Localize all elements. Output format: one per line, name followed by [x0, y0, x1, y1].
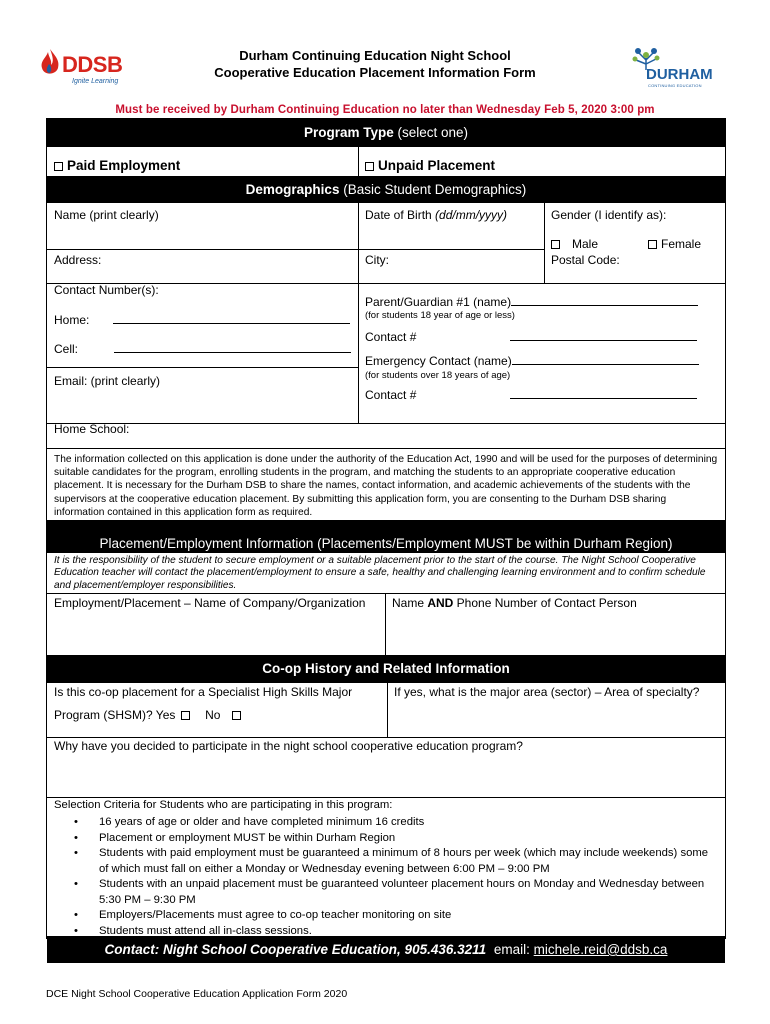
application-form: [46, 118, 726, 957]
emergency-contact-note: (for students over 18 years of age): [365, 370, 511, 381]
home-school-label: Home School:: [54, 422, 130, 436]
placement-heading: Placement/Employment Information (Placements/Employment MUST be within Durham Region): [99, 536, 673, 551]
shsm-question-line1: Is this co-op placement for a Specialist High Skills Major: [54, 685, 353, 699]
home-phone-field[interactable]: [54, 313, 350, 327]
shsm-yes-checkbox[interactable]: [181, 711, 190, 720]
placement-note: It is the responsibility of the student to secure employment or a suitable placement prior to the start of the course. The Night School Cooperative Education teacher will contact the placement/employment to ensure a safe, healthy and challenging learning environment and to confirm schedule and placement/employer responsibilities.: [54, 555, 706, 591]
gender-label: Gender (I identify as):: [551, 208, 667, 222]
male-checkbox[interactable]: [551, 240, 560, 249]
paid-employment-label: Paid Employment: [67, 158, 181, 173]
unpaid-placement-option[interactable]: [365, 158, 495, 173]
cell-phone-line[interactable]: [114, 342, 351, 353]
parent-guardian-note: (for students 18 year of age or less): [365, 310, 515, 321]
parent-contact-line[interactable]: [510, 330, 697, 341]
criteria-item: • Employers/Placements must agree to co-op teacher monitoring on site: [54, 908, 714, 924]
durham-logo-text: DURHAM: [646, 66, 713, 83]
emergency-contact-field[interactable]: [365, 354, 699, 368]
parent-guardian-label: Parent/Guardian #1 (name): [365, 295, 512, 309]
shsm-no-label: No: [205, 708, 221, 722]
contact-email-label: email:: [493, 942, 534, 957]
coop-history-header: [47, 655, 725, 683]
unpaid-placement-label: Unpaid Placement: [378, 158, 496, 173]
contact-bar: [47, 936, 725, 963]
dob-format: (dd/mm/yyyy): [435, 208, 508, 222]
ddsb-tagline: Ignite Learning: [72, 78, 119, 85]
coop-history-heading: Co-op History and Related Information: [262, 661, 510, 676]
demographics-note: (Basic Student Demographics): [343, 182, 527, 197]
shsm-question-line2: [54, 708, 245, 722]
flame-icon: [38, 48, 62, 78]
postal-code-label: Postal Code:: [551, 253, 620, 267]
criteria-heading: Selection Criteria for Students who are participating in this program:: [54, 799, 393, 811]
address-label: Address:: [54, 253, 102, 267]
shsm-no-checkbox[interactable]: [232, 711, 241, 720]
female-checkbox[interactable]: [648, 240, 657, 249]
page-title: [160, 47, 590, 81]
contact-email-link[interactable]: michele.reid@ddsb.ca: [533, 942, 668, 957]
contact-person-label: [392, 596, 637, 610]
program-type-header: [47, 118, 725, 147]
home-phone-line[interactable]: [113, 313, 350, 324]
cell-phone-field[interactable]: [54, 342, 351, 356]
contact-bar-text: Contact: Night School Cooperative Education, 905.436.3211: [104, 942, 487, 957]
shsm-question-text: Program (SHSM)? Yes: [54, 708, 176, 722]
female-label: Female: [661, 237, 702, 251]
parent-guardian-field[interactable]: [365, 295, 698, 309]
home-phone-label: Home:: [54, 313, 90, 327]
demographics-heading: Demographics: [245, 182, 340, 197]
durham-logo: [626, 46, 721, 90]
footer-text: DCE Night School Cooperative Education Application Form 2020: [46, 988, 348, 1000]
criteria-item: • Students with an unpaid placement must be guaranteed volunteer placement hours on Monday and Wednesday between 5:30 PM – 9:30 PM: [54, 877, 714, 908]
program-type-note: (select one): [397, 125, 469, 140]
criteria-item: • 16 years of age or older and have completed minimum 16 credits: [54, 815, 714, 831]
program-type-heading: Program Type: [303, 125, 394, 140]
dob-label: [365, 208, 507, 222]
privacy-notice: The information collected on this application is done under the authority of the Education Act, 1990 and will be used for the purposes of determining suitable candidates for the program, enrolling students in the program, and matching the students to an appropriate cooperative education placement. It is necessary for the Durham DSB to share the names, contact information, and academic achievements of the students with the supervisors at the cooperative education placement. By submitting this application form, you are consenting to the Durham DSB sharing information contained in this application form as required.: [54, 454, 718, 518]
criteria-item: • Placement or employment MUST be within Durham Region: [54, 831, 714, 847]
emergency-contact-number-field[interactable]: [365, 388, 697, 402]
paid-employment-checkbox[interactable]: [54, 162, 63, 171]
name-label: Name (print clearly): [54, 208, 159, 222]
city-label: City:: [365, 253, 389, 267]
major-area-question: If yes, what is the major area (sector) – Area of specialty?: [394, 685, 700, 699]
criteria-item: • Students must attend all in-class sessions.: [54, 924, 714, 940]
parent-contact-label: Contact #: [365, 330, 417, 344]
title-line-1: Durham Continuing Education Night School: [239, 48, 511, 63]
email-label: Email: (print clearly): [54, 374, 161, 388]
emergency-contact-number-label: Contact #: [365, 388, 417, 402]
male-label: Male: [572, 237, 599, 251]
company-name-label: Employment/Placement – Name of Company/Organization: [54, 596, 366, 610]
emergency-contact-number-line[interactable]: [510, 388, 697, 399]
parent-contact-field[interactable]: [365, 330, 697, 344]
cell-phone-label: Cell:: [54, 342, 79, 356]
contact-person-label-pre: Name: [392, 596, 428, 610]
criteria-item: • Students with paid employment must be guaranteed a minimum of 8 hours per week (which may include weekends) some of which must fall on either a Monday or Wednesday evening between 6:00 PM – 9:00 PM: [54, 846, 714, 877]
ddsb-logo-text: DDSB: [62, 52, 123, 77]
unpaid-placement-checkbox[interactable]: [365, 162, 374, 171]
title-line-2: Cooperative Education Placement Information Form: [214, 65, 536, 80]
criteria-list: [54, 815, 714, 939]
submission-deadline-notice: Must be received by Durham Continuing Education no later than Wednesday Feb 5, 2020 3:00 pm: [115, 104, 655, 116]
durham-logo-sub: CONTINUING EDUCATION: [648, 83, 702, 88]
emergency-contact-line[interactable]: [512, 354, 699, 365]
contact-person-label-post: Phone Number of Contact Person: [453, 596, 637, 610]
dob-label-text: Date of Birth: [365, 208, 436, 222]
gender-female-option[interactable]: [648, 237, 701, 251]
contact-numbers-label: Contact Number(s):: [54, 283, 159, 297]
why-participate-question: Why have you decided to participate in the night school cooperative education program?: [54, 739, 523, 753]
demographics-header: [47, 176, 725, 203]
emergency-contact-label: Emergency Contact (name): [365, 354, 512, 368]
parent-guardian-line[interactable]: [511, 295, 698, 306]
gender-male-option[interactable]: [551, 237, 598, 251]
placement-header: [47, 520, 725, 553]
ddsb-logo: [38, 46, 138, 94]
contact-person-label-and: AND: [427, 596, 454, 610]
paid-employment-option[interactable]: [54, 158, 180, 173]
